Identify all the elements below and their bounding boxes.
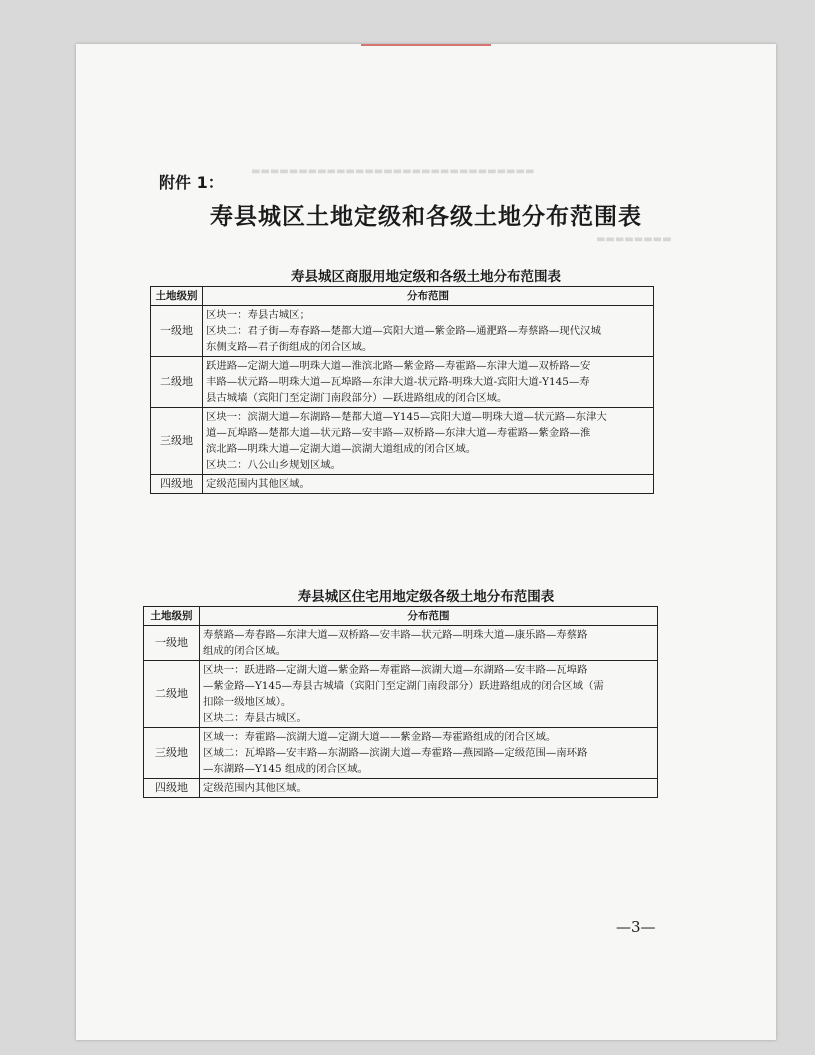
bleed-through-text: ▬▬▬▬▬▬▬▬	[596, 234, 672, 245]
land-level-cell: 一级地	[151, 306, 203, 357]
commercial-land-table	[150, 286, 654, 494]
residential-land-table	[143, 606, 658, 798]
land-level-cell: 三级地	[151, 408, 203, 475]
distribution-range-cell	[200, 728, 658, 779]
range-text-line: 道—瓦埠路—楚都大道—状元路—安丰路—双桥路—东津大道—寿霍路—紫金路—淮	[206, 427, 591, 439]
range-text-line: —东湖路—Y145 组成的闭合区域。	[203, 763, 369, 775]
table-row	[151, 306, 654, 357]
table-row	[151, 475, 654, 494]
range-text-line: 丰路—状元路—明珠大道—瓦埠路—东津大道-状元路-明珠大道-宾阳大道-Y145—寿	[206, 376, 590, 388]
land-level-cell: 三级地	[144, 728, 200, 779]
range-text-line: 区块二：寿县古城区。	[203, 712, 307, 724]
range-text-line: 区块一：滨湖大道—东湖路—楚都大道—Y145—宾阳大道—明珠大道—状元路—东津大	[206, 411, 607, 423]
range-text-line: 区域二：瓦埠路—安丰路—东湖路—滨湖大道—寿霍路—燕园路—定级范围—南环路	[203, 747, 588, 759]
land-level-cell: 二级地	[151, 357, 203, 408]
table-header-row	[151, 287, 654, 306]
range-text-line: 组成的闭合区域。	[203, 645, 287, 657]
page-number: —3—	[616, 918, 656, 936]
attachment-label: 附件 1：	[159, 173, 224, 192]
table-row	[144, 661, 658, 728]
bleed-through-text: ▬▬▬▬▬▬▬▬▬▬▬▬▬▬▬▬▬▬▬▬▬▬▬▬▬▬▬▬▬▬	[251, 166, 535, 177]
range-text-line: 区块二：八公山乡规划区域。	[206, 459, 342, 471]
page-title: 寿县城区土地定级和各级土地分布范围表	[210, 204, 642, 230]
table-row	[151, 408, 654, 475]
range-text-line: 滨北路—明珠大道—定湖大道—滨湖大道组成的闭合区域。	[206, 443, 477, 455]
residential-table-title: 寿县城区住宅用地定级各级土地分布范围表	[297, 589, 555, 605]
distribution-range-cell	[203, 475, 654, 494]
header-land-level: 土地级别	[144, 607, 200, 626]
red-header-mark	[361, 44, 491, 46]
table-row	[144, 779, 658, 798]
range-text-line: 跃进路—定湖大道—明珠大道—淮滨北路—紫金路—寿霍路—东津大道—双桥路—安	[206, 360, 591, 372]
range-text-line: 寿蔡路—寿春路—东津大道—双桥路—安丰路—状元路—明珠大道—康乐路—寿蔡路	[203, 629, 588, 641]
header-distribution-range: 分布范围	[203, 287, 654, 306]
range-text-line: —紫金路—Y145—寿县古城墙（宾阳门至定湖门南段部分）跃进路组成的闭合区域（需	[203, 680, 604, 692]
land-level-cell: 一级地	[144, 626, 200, 661]
range-text-line: 定级范围内其他区域。	[206, 478, 310, 490]
range-text-line: 区域一：寿霍路—滨湖大道—定湖大道——紫金路—寿霍路组成的闭合区域。	[203, 731, 557, 743]
distribution-range-cell	[203, 306, 654, 357]
range-text-line: 东侧支路—君子街组成的闭合区域。	[206, 341, 373, 353]
distribution-range-cell	[200, 779, 658, 798]
distribution-range-cell	[200, 661, 658, 728]
table-header-row	[144, 607, 658, 626]
distribution-range-cell	[203, 357, 654, 408]
range-text-line: 定级范围内其他区域。	[203, 782, 307, 794]
commercial-table-title: 寿县城区商服用地定级和各级土地分布范围表	[291, 269, 561, 285]
range-text-line: 区块一：寿县古城区；	[206, 309, 310, 321]
header-distribution-range: 分布范围	[200, 607, 658, 626]
land-level-cell: 四级地	[144, 779, 200, 798]
table-row	[144, 728, 658, 779]
land-level-cell: 四级地	[151, 475, 203, 494]
range-text-line: 县古城墙（宾阳门至定湖门南段部分）—跃进路组成的闭合区域。	[206, 392, 508, 404]
distribution-range-cell	[200, 626, 658, 661]
range-text-line: 区块一：跃进路—定湖大道—紫金路—寿霍路—滨湖大道—东湖路—安丰路—瓦埠路	[203, 664, 588, 676]
table-row	[144, 626, 658, 661]
header-land-level: 土地级别	[151, 287, 203, 306]
distribution-range-cell	[203, 408, 654, 475]
table-row	[151, 357, 654, 408]
range-text-line: 扣除一级地区域）。	[203, 696, 292, 708]
document-page	[76, 44, 776, 1040]
land-level-cell: 二级地	[144, 661, 200, 728]
range-text-line: 区块二：君子街—寿春路—楚都大道—宾阳大道—紫金路—通淝路—寿蔡路—现代汉城	[206, 325, 601, 337]
